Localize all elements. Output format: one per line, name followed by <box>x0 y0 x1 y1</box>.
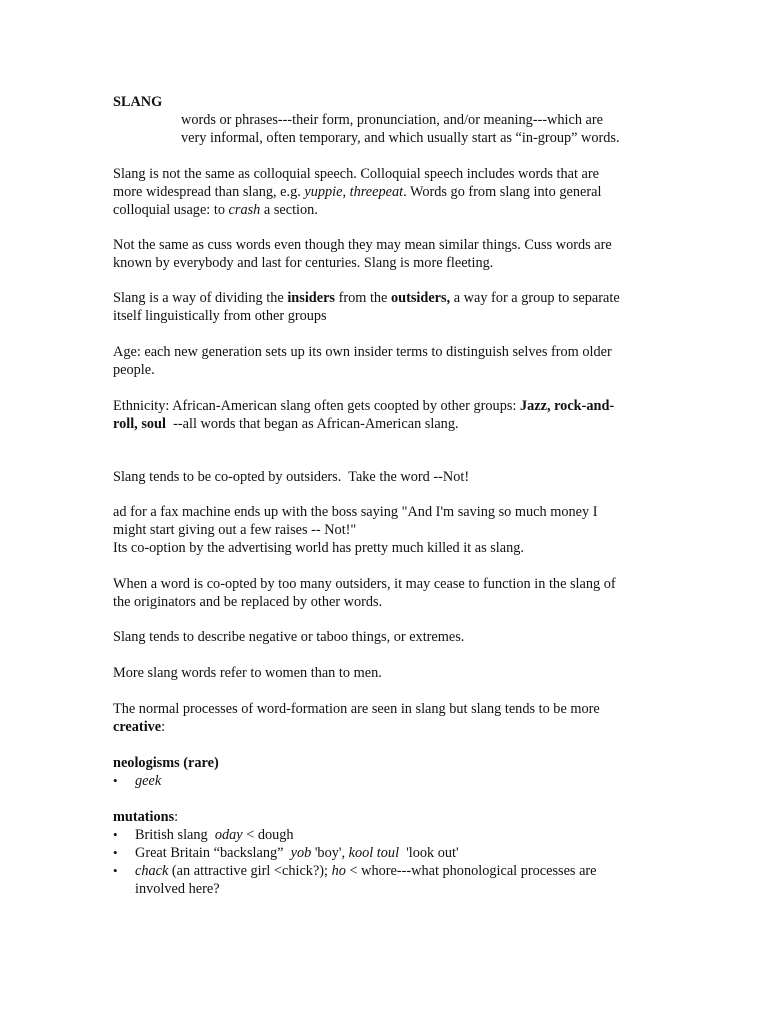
term-crash: crash <box>228 202 261 218</box>
paragraph-cuss-line-2 <box>113 254 661 272</box>
text: < whore---what phonological processes are <box>345 863 597 879</box>
paragraph-fax-line-1 <box>113 503 661 521</box>
heading-text: mutations <box>113 809 175 825</box>
heading-text: neologisms (rare) <box>113 755 219 771</box>
text: , <box>342 184 350 200</box>
bullet-icon: • <box>113 863 118 878</box>
title-text: SLANG <box>113 94 163 110</box>
term-yob: yob <box>290 845 312 861</box>
page-title <box>113 93 661 111</box>
text: Great Britain “backslang” <box>135 845 291 861</box>
text: (an attractive girl <chick?); <box>168 863 332 879</box>
paragraph-processes-line-1 <box>113 700 661 718</box>
text: colloquial usage: to <box>113 202 229 218</box>
term-threepeat: threepeat <box>349 184 404 200</box>
text: --all words that began as African-American slang. <box>165 416 459 432</box>
text: from the <box>335 290 391 306</box>
text: When a word is co-opted by too many outsiders, it may cease to function in the slang of <box>113 576 616 592</box>
paragraph-age-line-2 <box>113 361 661 379</box>
paragraph-ethnicity-line-1 <box>113 397 661 415</box>
list-item-body <box>135 826 294 844</box>
paragraph-coopted <box>113 468 661 486</box>
list-item-body <box>135 862 597 880</box>
term-jazz-rock: Jazz, rock-and- <box>519 398 615 414</box>
term-geek: geek <box>135 773 162 789</box>
term-yuppie: yuppie <box>304 184 343 200</box>
text: Slang tends to be co-opted by outsiders. Take the word --Not! <box>113 469 470 485</box>
text: a section. <box>260 202 318 218</box>
text: 'boy', <box>311 845 349 861</box>
text: itself linguistically from other groups <box>113 308 327 324</box>
text: Slang is not the same as colloquial speech. Colloquial speech includes words that are <box>113 166 599 182</box>
text: the originators and be replaced by other words. <box>113 594 383 610</box>
bullet-icon: • <box>113 845 118 860</box>
text: Not the same as cuss words even though they may mean similar things. Cuss words are <box>113 237 612 253</box>
text: Its co-option by the advertising world has pretty much killed it as slang. <box>113 540 524 556</box>
paragraph-colloquial-line-1 <box>113 165 661 183</box>
term-creative: creative <box>113 719 162 735</box>
text: known by everybody and last for centuries. Slang is more fleeting. <box>113 255 494 271</box>
bullet-icon: • <box>113 773 118 788</box>
text: more widespread than slang, e.g. <box>113 184 305 200</box>
text: might start giving out a few raises -- Not!" <box>113 522 357 538</box>
mutations-heading <box>113 808 661 826</box>
term-kool-toul: kool toul <box>348 845 400 861</box>
list-item <box>113 862 661 898</box>
paragraph-insiders-line-1 <box>113 289 661 307</box>
text: : <box>161 719 166 735</box>
paragraph-cuss-line-1 <box>113 236 661 254</box>
paragraph-colloquial-line-2 <box>113 183 661 201</box>
text: Age: each new generation sets up its own insider terms to distinguish selves from older <box>113 344 612 360</box>
paragraph-negative <box>113 628 661 646</box>
bullet-icon: • <box>113 827 118 842</box>
paragraph-fax-line-2 <box>113 521 661 539</box>
paragraph-toomany-line-2 <box>113 593 661 611</box>
text: a way for a group to separate <box>450 290 620 306</box>
text: Slang is a way of dividing the <box>113 290 288 306</box>
paragraph-colloquial-line-3 <box>113 201 661 219</box>
definition-text-2: very informal, often temporary, and which usually start as “in-group” words. <box>181 130 620 146</box>
text: More slang words refer to women than to men. <box>113 665 382 681</box>
list-item-continuation: involved here? <box>135 881 220 897</box>
term-roll-soul: roll, soul <box>113 416 166 432</box>
definition-line-1 <box>181 111 681 129</box>
paragraph-insiders-line-2 <box>113 307 661 325</box>
text: British slang <box>135 827 215 843</box>
text: ad for a fax machine ends up with the boss saying "And I'm saving so much money I <box>113 504 598 520</box>
term-ho: ho <box>331 863 346 879</box>
list-item <box>113 844 661 862</box>
list-item-body <box>135 844 459 862</box>
text: . Words go from slang into general <box>403 184 602 200</box>
paragraph-processes-line-2 <box>113 718 661 736</box>
definition-text-1: words or phrases---their form, pronunciation, and/or meaning---which are <box>181 112 604 128</box>
text: people. <box>113 362 155 378</box>
paragraph-toomany-line-1 <box>113 575 661 593</box>
term-oday: oday <box>214 827 243 843</box>
paragraph-fax-line-3 <box>113 539 661 557</box>
text: : <box>174 809 179 825</box>
term-chack: chack <box>135 863 169 879</box>
neologisms-heading <box>113 754 661 772</box>
text: The normal processes of word-formation are seen in slang but slang tends to be more <box>113 701 600 717</box>
definition-line-2 <box>181 129 681 147</box>
text: Ethnicity: African-American slang often gets coopted by other groups: <box>113 398 520 414</box>
text: < dough <box>242 827 294 843</box>
list-item <box>113 826 661 844</box>
paragraph-age-line-1 <box>113 343 661 361</box>
paragraph-women <box>113 664 661 682</box>
text: Slang tends to describe negative or taboo things, or extremes. <box>113 629 465 645</box>
text: 'look out' <box>399 845 459 861</box>
list-item <box>113 772 661 790</box>
term-outsiders: outsiders, <box>390 290 451 306</box>
term-insiders: insiders <box>287 290 335 306</box>
paragraph-ethnicity-line-2 <box>113 415 661 433</box>
